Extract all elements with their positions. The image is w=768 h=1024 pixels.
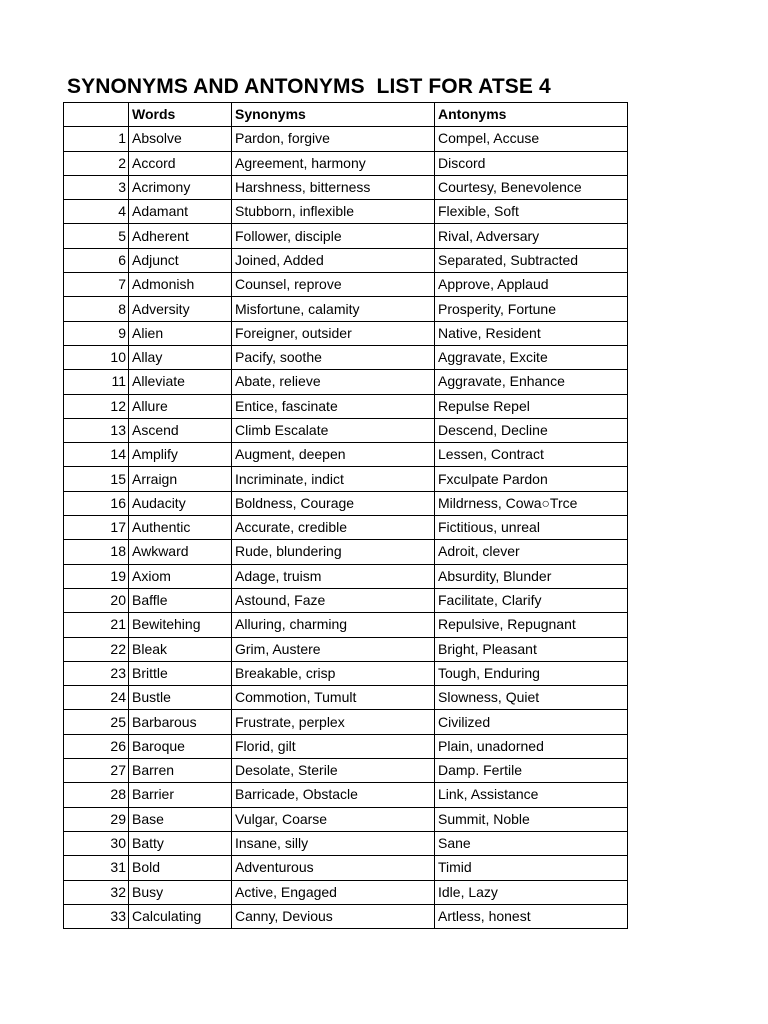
row-number: 10 xyxy=(64,345,129,369)
row-number: 5 xyxy=(64,224,129,248)
row-synonyms: Agreement, harmony xyxy=(232,151,435,175)
table-row xyxy=(64,345,628,369)
row-antonyms: Compel, Accuse xyxy=(435,127,628,151)
row-number: 23 xyxy=(64,661,129,685)
row-antonyms: Civilized xyxy=(435,710,628,734)
row-number: 32 xyxy=(64,880,129,904)
table-row xyxy=(64,224,628,248)
table-row xyxy=(64,175,628,199)
row-word: Busy xyxy=(129,880,232,904)
row-synonyms: Rude, blundering xyxy=(232,540,435,564)
row-synonyms: Insane, silly xyxy=(232,831,435,855)
row-word: Adamant xyxy=(129,200,232,224)
row-number: 28 xyxy=(64,783,129,807)
row-antonyms: Discord xyxy=(435,151,628,175)
row-number: 1 xyxy=(64,127,129,151)
row-antonyms: Courtesy, Benevolence xyxy=(435,175,628,199)
row-antonyms: Rival, Adversary xyxy=(435,224,628,248)
row-synonyms: Follower, disciple xyxy=(232,224,435,248)
table-row xyxy=(64,734,628,758)
row-antonyms: Adroit, clever xyxy=(435,540,628,564)
row-synonyms: Augment, deepen xyxy=(232,443,435,467)
row-synonyms: Adage, truism xyxy=(232,564,435,588)
row-word: Absolve xyxy=(129,127,232,151)
row-word: Axiom xyxy=(129,564,232,588)
row-synonyms: Florid, gilt xyxy=(232,734,435,758)
row-word: Barrier xyxy=(129,783,232,807)
row-synonyms: Breakable, crisp xyxy=(232,661,435,685)
row-number: 12 xyxy=(64,394,129,418)
table-row xyxy=(64,661,628,685)
row-word: Adherent xyxy=(129,224,232,248)
table-row xyxy=(64,904,628,928)
table-row xyxy=(64,831,628,855)
table-row xyxy=(64,637,628,661)
row-synonyms: Counsel, reprove xyxy=(232,273,435,297)
row-antonyms: Artless, honest xyxy=(435,904,628,928)
row-synonyms: Grim, Austere xyxy=(232,637,435,661)
synonyms-antonyms-table xyxy=(63,102,628,929)
row-word: Authentic xyxy=(129,516,232,540)
row-antonyms: Aggravate, Excite xyxy=(435,345,628,369)
table-row xyxy=(64,686,628,710)
row-word: Calculating xyxy=(129,904,232,928)
row-number: 29 xyxy=(64,807,129,831)
table-row xyxy=(64,394,628,418)
row-antonyms: Facilitate, Clarify xyxy=(435,588,628,612)
row-antonyms: Slowness, Quiet xyxy=(435,686,628,710)
row-word: Batty xyxy=(129,831,232,855)
row-synonyms: Abate, relieve xyxy=(232,370,435,394)
row-number: 21 xyxy=(64,613,129,637)
row-word: Baffle xyxy=(129,588,232,612)
header-words: Words xyxy=(129,103,232,127)
row-antonyms: Fictitious, unreal xyxy=(435,516,628,540)
row-word: Bustle xyxy=(129,686,232,710)
row-synonyms: Incriminate, indict xyxy=(232,467,435,491)
row-number: 30 xyxy=(64,831,129,855)
row-word: Ascend xyxy=(129,418,232,442)
row-antonyms: Flexible, Soft xyxy=(435,200,628,224)
row-antonyms: Idle, Lazy xyxy=(435,880,628,904)
table-row xyxy=(64,613,628,637)
table-row xyxy=(64,200,628,224)
row-number: 18 xyxy=(64,540,129,564)
row-word: Allay xyxy=(129,345,232,369)
row-synonyms: Commotion, Tumult xyxy=(232,686,435,710)
row-synonyms: Boldness, Courage xyxy=(232,491,435,515)
row-number: 9 xyxy=(64,321,129,345)
row-number: 8 xyxy=(64,297,129,321)
row-number: 26 xyxy=(64,734,129,758)
table-row xyxy=(64,540,628,564)
row-synonyms: Frustrate, perplex xyxy=(232,710,435,734)
table-row xyxy=(64,491,628,515)
row-antonyms: Fxculpate Pardon xyxy=(435,467,628,491)
row-number: 31 xyxy=(64,856,129,880)
row-word: Baroque xyxy=(129,734,232,758)
row-number: 15 xyxy=(64,467,129,491)
row-antonyms: Damp. Fertile xyxy=(435,759,628,783)
row-antonyms: Native, Resident xyxy=(435,321,628,345)
row-antonyms: Lessen, Contract xyxy=(435,443,628,467)
row-word: Acrimony xyxy=(129,175,232,199)
row-word: Accord xyxy=(129,151,232,175)
row-antonyms: Approve, Applaud xyxy=(435,273,628,297)
header-number xyxy=(64,103,129,127)
row-number: 20 xyxy=(64,588,129,612)
row-antonyms: Tough, Enduring xyxy=(435,661,628,685)
row-antonyms: Absurdity, Blunder xyxy=(435,564,628,588)
row-word: Bewitehing xyxy=(129,613,232,637)
row-word: Bleak xyxy=(129,637,232,661)
row-synonyms: Joined, Added xyxy=(232,248,435,272)
row-antonyms: Summit, Noble xyxy=(435,807,628,831)
table-row xyxy=(64,370,628,394)
table-row xyxy=(64,759,628,783)
row-antonyms: Mildrness, Cowa○Trce xyxy=(435,491,628,515)
header-synonyms: Synonyms xyxy=(232,103,435,127)
row-synonyms: Misfortune, calamity xyxy=(232,297,435,321)
row-number: 33 xyxy=(64,904,129,928)
row-synonyms: Pacify, soothe xyxy=(232,345,435,369)
row-synonyms: Barricade, Obstacle xyxy=(232,783,435,807)
page-title: SYNONYMS AND ANTONYMS LIST FOR ATSE 4 xyxy=(67,75,551,98)
table-row xyxy=(64,710,628,734)
row-synonyms: Adventurous xyxy=(232,856,435,880)
table-body xyxy=(64,127,628,929)
row-word: Amplify xyxy=(129,443,232,467)
row-number: 7 xyxy=(64,273,129,297)
row-number: 6 xyxy=(64,248,129,272)
header-antonyms: Antonyms xyxy=(435,103,628,127)
row-antonyms: Aggravate, Enhance xyxy=(435,370,628,394)
row-word: Arraign xyxy=(129,467,232,491)
row-number: 27 xyxy=(64,759,129,783)
row-number: 4 xyxy=(64,200,129,224)
header-row xyxy=(64,103,628,127)
row-number: 25 xyxy=(64,710,129,734)
row-number: 13 xyxy=(64,418,129,442)
row-synonyms: Climb Escalate xyxy=(232,418,435,442)
row-number: 17 xyxy=(64,516,129,540)
table-row xyxy=(64,273,628,297)
row-synonyms: Foreigner, outsider xyxy=(232,321,435,345)
row-number: 24 xyxy=(64,686,129,710)
table-row xyxy=(64,248,628,272)
row-synonyms: Alluring, charming xyxy=(232,613,435,637)
row-word: Brittle xyxy=(129,661,232,685)
row-synonyms: Vulgar, Coarse xyxy=(232,807,435,831)
row-word: Adversity xyxy=(129,297,232,321)
row-word: Awkward xyxy=(129,540,232,564)
row-word: Adjunct xyxy=(129,248,232,272)
row-antonyms: Prosperity, Fortune xyxy=(435,297,628,321)
row-number: 19 xyxy=(64,564,129,588)
row-synonyms: Active, Engaged xyxy=(232,880,435,904)
row-word: Admonish xyxy=(129,273,232,297)
table-row xyxy=(64,588,628,612)
row-word: Alleviate xyxy=(129,370,232,394)
row-synonyms: Canny, Devious xyxy=(232,904,435,928)
row-antonyms: Bright, Pleasant xyxy=(435,637,628,661)
row-synonyms: Stubborn, inflexible xyxy=(232,200,435,224)
table-row xyxy=(64,127,628,151)
row-word: Barren xyxy=(129,759,232,783)
table-row xyxy=(64,321,628,345)
row-antonyms: Timid xyxy=(435,856,628,880)
row-word: Alien xyxy=(129,321,232,345)
row-antonyms: Separated, Subtracted xyxy=(435,248,628,272)
table-row xyxy=(64,297,628,321)
row-number: 3 xyxy=(64,175,129,199)
table-row xyxy=(64,418,628,442)
table-row xyxy=(64,880,628,904)
row-synonyms: Astound, Faze xyxy=(232,588,435,612)
table-row xyxy=(64,467,628,491)
row-word: Audacity xyxy=(129,491,232,515)
row-word: Allure xyxy=(129,394,232,418)
row-number: 22 xyxy=(64,637,129,661)
row-number: 2 xyxy=(64,151,129,175)
row-number: 11 xyxy=(64,370,129,394)
table-row xyxy=(64,443,628,467)
row-synonyms: Accurate, credible xyxy=(232,516,435,540)
table-row xyxy=(64,151,628,175)
row-synonyms: Desolate, Sterile xyxy=(232,759,435,783)
row-number: 14 xyxy=(64,443,129,467)
row-synonyms: Pardon, forgive xyxy=(232,127,435,151)
row-antonyms: Repulse Repel xyxy=(435,394,628,418)
row-synonyms: Harshness, bitterness xyxy=(232,175,435,199)
row-antonyms: Plain, unadorned xyxy=(435,734,628,758)
table-row xyxy=(64,807,628,831)
table-row xyxy=(64,516,628,540)
row-antonyms: Link, Assistance xyxy=(435,783,628,807)
table-row xyxy=(64,783,628,807)
row-word: Bold xyxy=(129,856,232,880)
row-antonyms: Descend, Decline xyxy=(435,418,628,442)
row-number: 16 xyxy=(64,491,129,515)
row-word: Barbarous xyxy=(129,710,232,734)
table-row xyxy=(64,856,628,880)
row-antonyms: Repulsive, Repugnant xyxy=(435,613,628,637)
row-synonyms: Entice, fascinate xyxy=(232,394,435,418)
row-word: Base xyxy=(129,807,232,831)
row-antonyms: Sane xyxy=(435,831,628,855)
table-row xyxy=(64,564,628,588)
